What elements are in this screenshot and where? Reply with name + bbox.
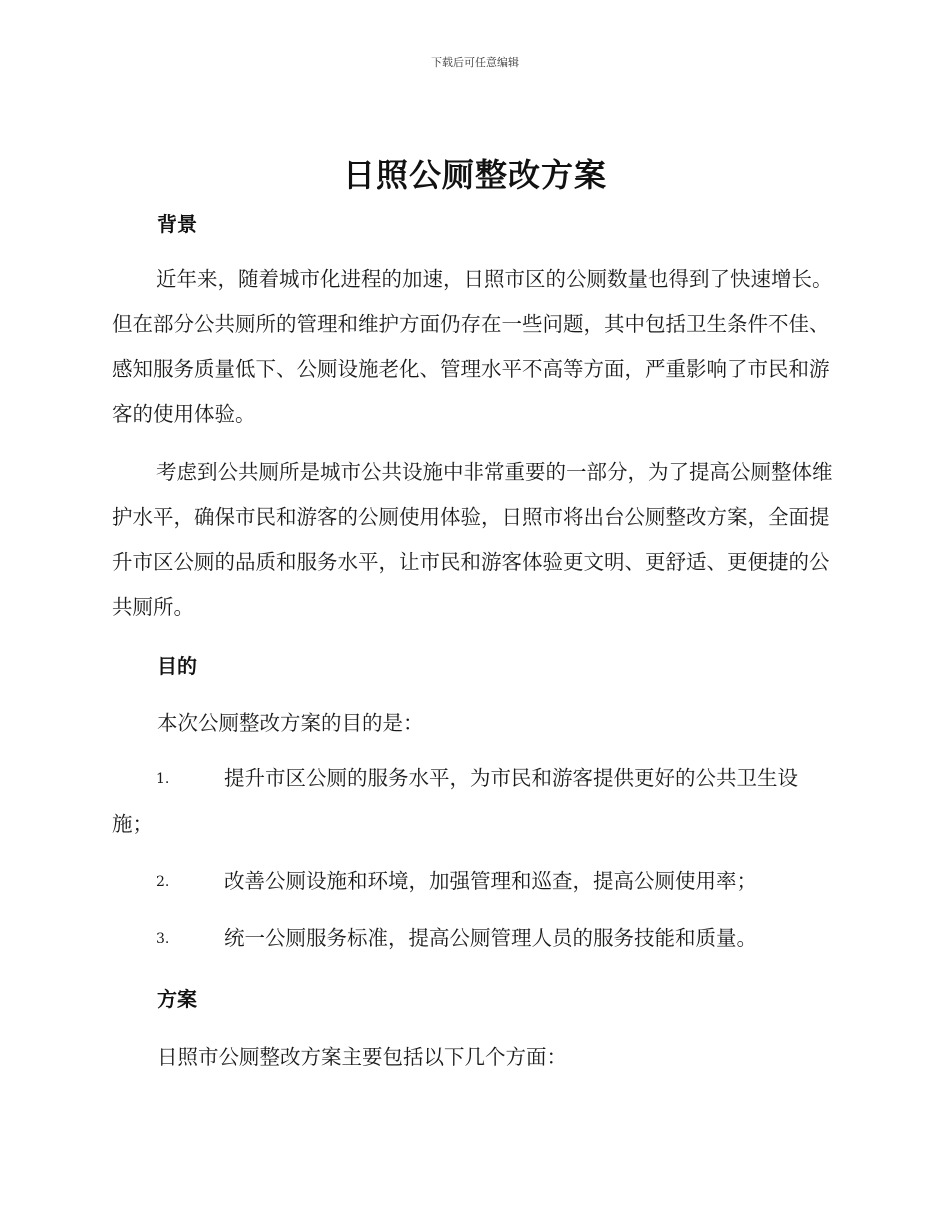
list-number: 2. xyxy=(156,874,170,890)
list-item-text: 提升市区公厕的服务水平，为市民和游客提供更好的公共卫生设施； xyxy=(112,766,798,836)
section-heading-plan: 方案 xyxy=(157,987,197,1011)
purpose-list-item xyxy=(112,859,834,905)
list-item-text: 统一公厕服务标准，提高公厕管理人员的服务技能和质量。 xyxy=(224,926,757,950)
list-item-text: 改善公厕设施和环境，加强管理和巡查，提高公厕使用率； xyxy=(224,869,757,893)
document-title: 日照公厕整改方案 xyxy=(342,156,607,194)
plan-intro: 日照市公厕整改方案主要包括以下几个方面： xyxy=(157,1045,567,1069)
purpose-list-item xyxy=(112,756,834,847)
list-number: 1. xyxy=(156,771,170,787)
purpose-list-item xyxy=(112,916,834,962)
section-heading-background: 背景 xyxy=(157,212,197,236)
header-note: 下载后可任意编辑 xyxy=(431,56,519,69)
list-number: 3. xyxy=(156,931,170,947)
purpose-intro: 本次公厕整改方案的目的是： xyxy=(157,711,424,735)
section-heading-purpose: 目的 xyxy=(157,654,197,678)
background-paragraph-1: 近年来，随着城市化进程的加速，日照市区的公厕数量也得到了快速增长。但在部分公共厕所的管理和维护方面仍存在一些问题，其中包括卫生条件不佳、感知服务质量低下、公厕设施老化、管理水平不高等方面，严重影响了市民和游客的使用体验。 xyxy=(112,267,833,426)
background-paragraph-2: 考虑到公共厕所是城市公共设施中非常重要的一部分，为了提高公厕整体维护水平，确保市民和游客的公厕使用体验，日照市将出台公厕整改方案，全面提升市区公厕的品质和服务水平，让市民和游客体验更文明、更舒适、更便捷的公共厕所。 xyxy=(112,460,833,619)
